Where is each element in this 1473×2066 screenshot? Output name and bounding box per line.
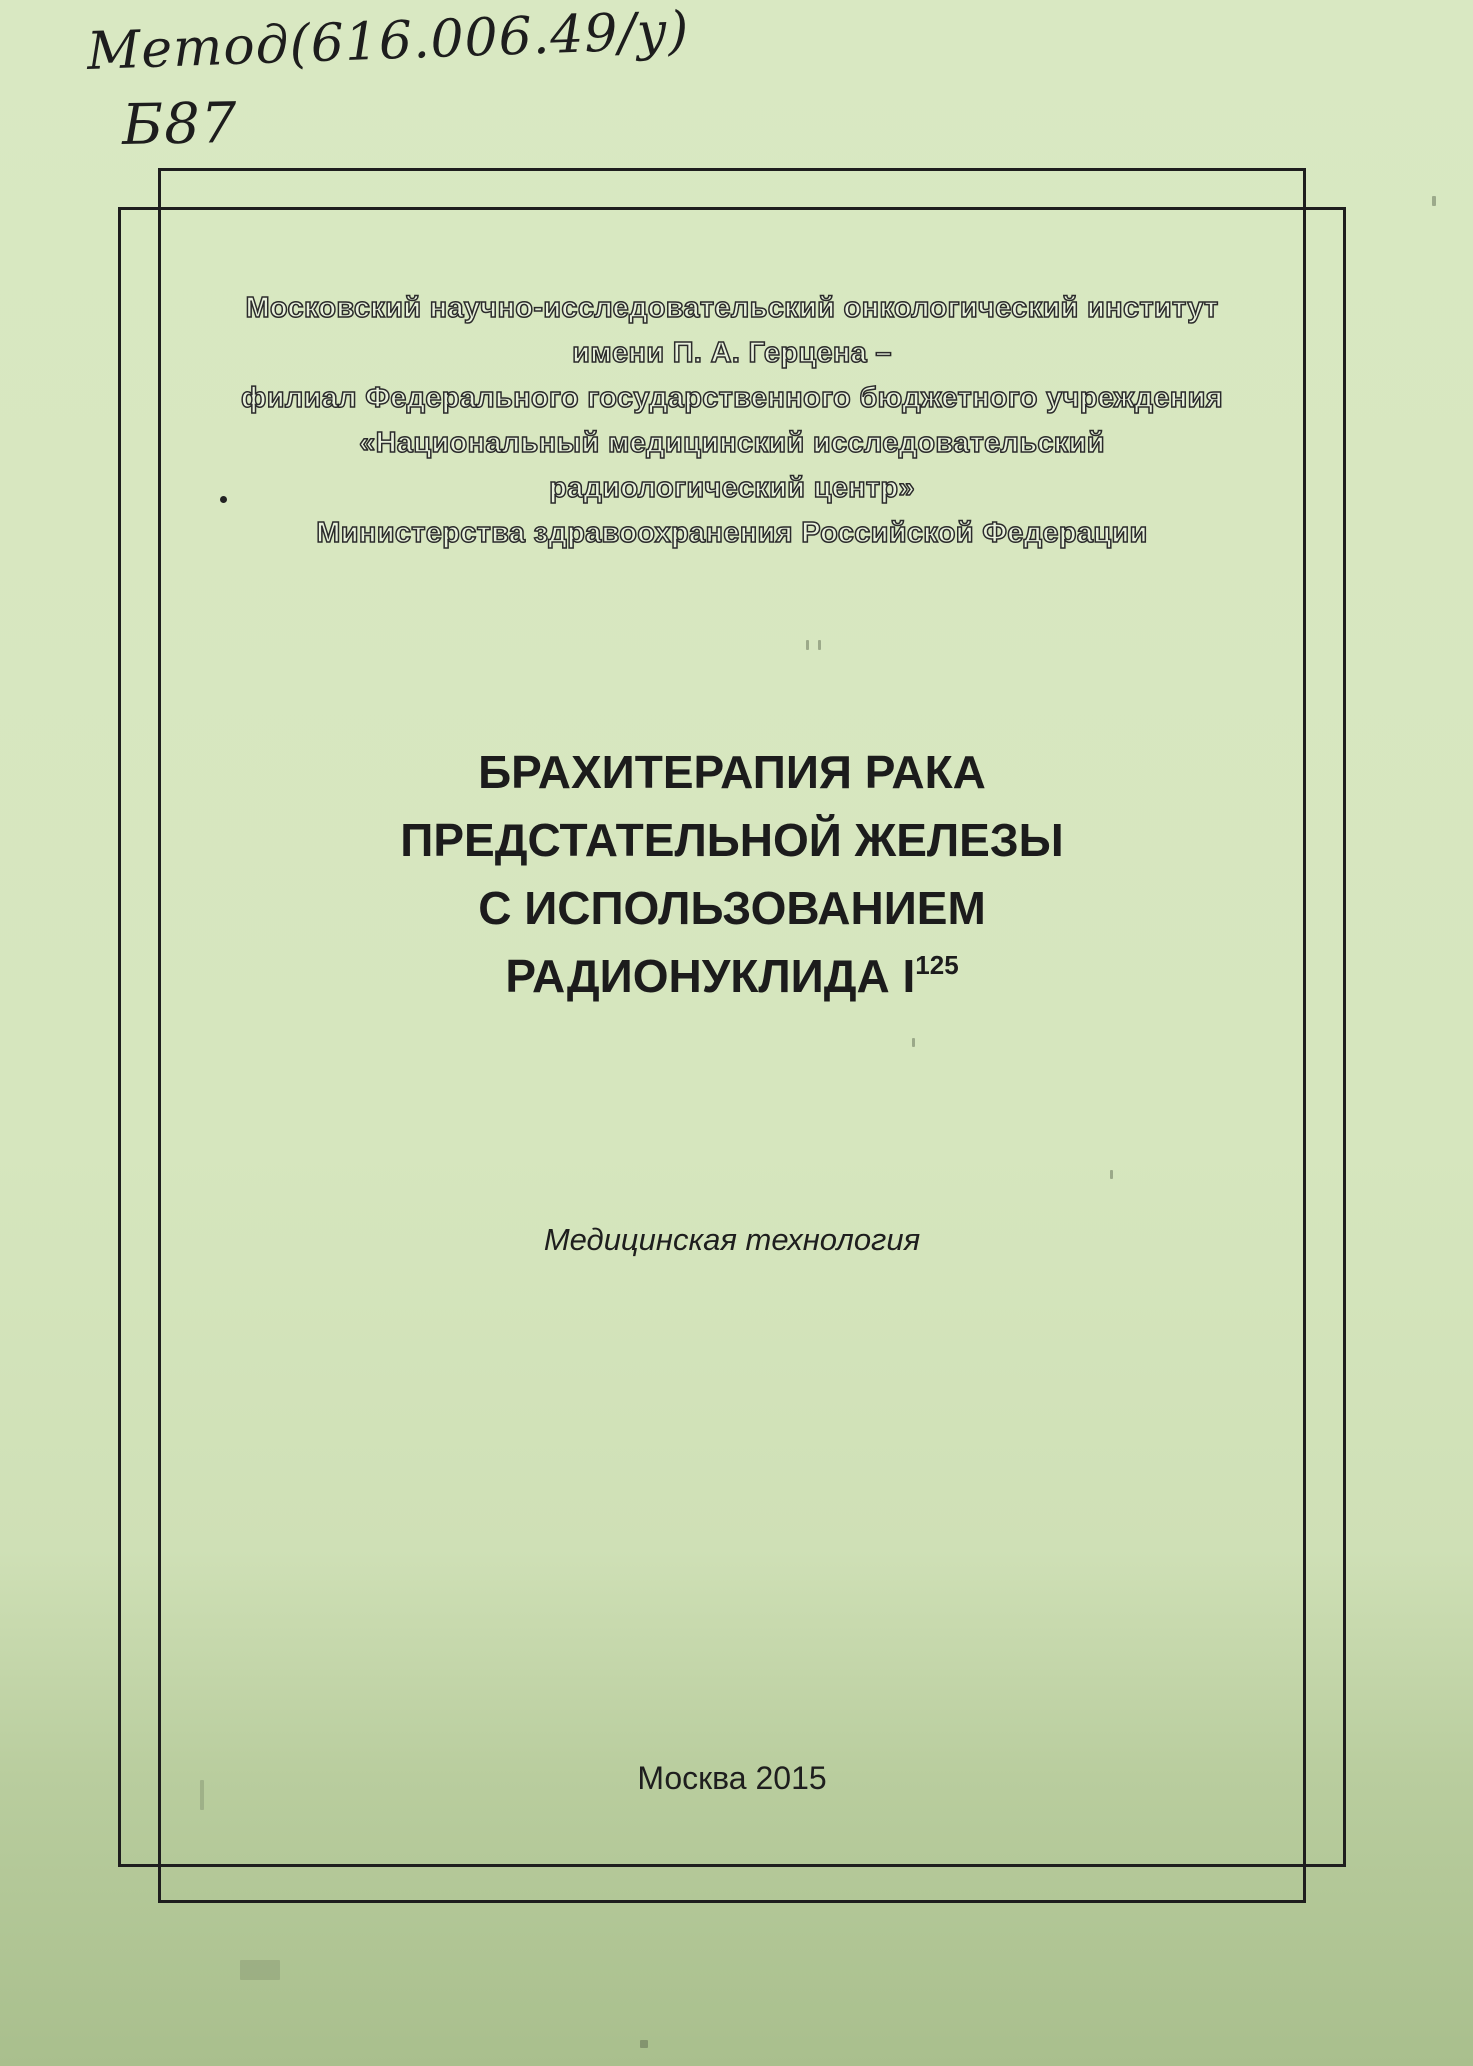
scan-speck bbox=[640, 2040, 648, 2048]
book-title bbox=[158, 738, 1306, 1010]
institution-line: Московский научно-исследовательский онкологический институт bbox=[245, 292, 1219, 324]
bullet-mark bbox=[220, 496, 227, 503]
institution-line: имени П. А. Герцена – bbox=[572, 337, 892, 369]
handwritten-shelf-mark: Б87 bbox=[121, 90, 238, 159]
institution-name bbox=[158, 286, 1306, 556]
scan-speck bbox=[806, 640, 809, 650]
scan-speck bbox=[1432, 196, 1436, 206]
book-subtitle: Медицинская технология bbox=[543, 1222, 921, 1257]
institution-line: Министерства здравоохранения Российской Федерации bbox=[316, 517, 1148, 549]
title-line: С ИСПОЛЬЗОВАНИЕМ bbox=[478, 882, 986, 934]
handwritten-call-number: Метод(616.006.49/у) bbox=[86, 0, 691, 82]
scan-speck bbox=[200, 1780, 204, 1810]
institution-line: «Национальный медицинский исследовательский bbox=[359, 427, 1105, 459]
institution-line: радиологический центр» bbox=[549, 472, 915, 504]
scan-speck bbox=[818, 640, 821, 650]
imprint-city-year: Москва 2015 bbox=[637, 1760, 827, 1796]
scan-speck bbox=[240, 1960, 280, 1980]
title-line-main: РАДИОНУКЛИДА I bbox=[505, 950, 916, 1002]
scan-speck bbox=[912, 1038, 915, 1047]
isotope-superscript: 125 bbox=[915, 950, 959, 980]
title-line bbox=[158, 942, 1306, 1010]
title-line: БРАХИТЕРАПИЯ РАКА bbox=[478, 746, 986, 798]
title-line: ПРЕДСТАТЕЛЬНОЙ ЖЕЛЕЗЫ bbox=[400, 814, 1064, 866]
institution-line: филиал Федерального государственного бюджетного учреждения bbox=[241, 382, 1223, 414]
scan-speck bbox=[1110, 1170, 1113, 1179]
